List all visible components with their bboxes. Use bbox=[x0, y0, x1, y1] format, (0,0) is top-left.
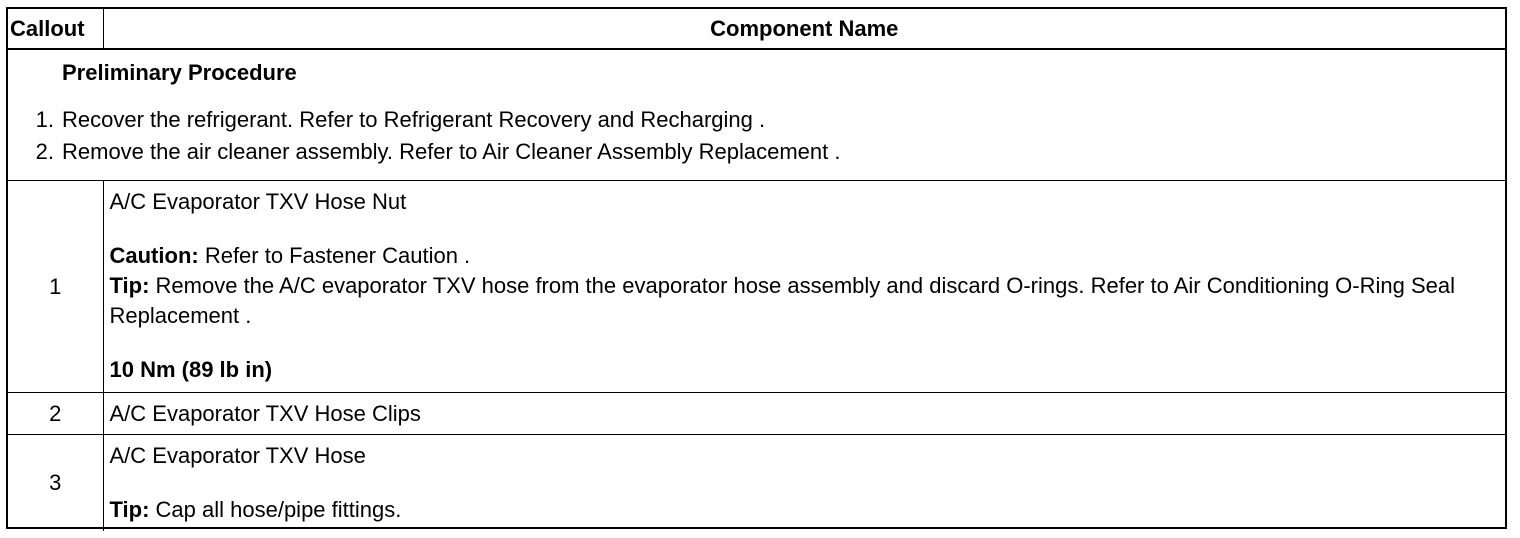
component-name: A/C Evaporator TXV Hose Clips bbox=[109, 401, 421, 426]
caution-text: Refer to Fastener Caution . bbox=[198, 243, 471, 268]
component-name: A/C Evaporator TXV Hose Nut bbox=[109, 189, 407, 214]
tip-text: Cap all hose/pipe fittings. bbox=[149, 497, 402, 522]
table-row bbox=[8, 181, 1505, 393]
tip-note bbox=[110, 271, 1500, 331]
callout-number: 1 bbox=[8, 181, 103, 393]
callout-header: Callout bbox=[8, 9, 103, 49]
step-number: 2. bbox=[35, 139, 54, 164]
step-text: Remove the air cleaner assembly. Refer to Air Cleaner Assembly Replacement . bbox=[62, 139, 841, 164]
tip-label: Tip: bbox=[109, 273, 150, 298]
step-text: Recover the refrigerant. Refer to Refrigerant Recovery and Recharging . bbox=[62, 107, 766, 132]
step-number: 1. bbox=[35, 107, 54, 132]
tip-label: Tip: bbox=[109, 497, 150, 522]
component-name-header: Component Name bbox=[103, 9, 1505, 49]
preliminary-step bbox=[8, 104, 1505, 136]
callout-number: 2 bbox=[8, 393, 103, 435]
procedure-table-frame bbox=[6, 7, 1507, 529]
component-name: A/C Evaporator TXV Hose bbox=[109, 443, 366, 468]
component-cell bbox=[103, 393, 1505, 435]
tip-note bbox=[110, 495, 1500, 525]
header-row bbox=[8, 9, 1505, 49]
procedure-table bbox=[8, 9, 1505, 531]
torque-spec: 10 Nm (89 lb in) bbox=[109, 357, 273, 382]
component-cell bbox=[103, 435, 1505, 531]
preliminary-title: Preliminary Procedure bbox=[62, 60, 297, 85]
tip-text: Remove the A/C evaporator TXV hose from the evaporator hose assembly and discard O-rings. Refer to Air Conditioning O-Ring Seal Replacement . bbox=[109, 273, 1455, 328]
table-row bbox=[8, 393, 1505, 435]
preliminary-step bbox=[8, 136, 1505, 168]
callout-number: 3 bbox=[8, 435, 103, 531]
component-cell bbox=[103, 181, 1505, 393]
preliminary-procedure bbox=[8, 49, 1505, 181]
table-row bbox=[8, 435, 1505, 531]
caution-label: Caution: bbox=[109, 243, 199, 268]
preliminary-row bbox=[8, 49, 1505, 181]
preliminary-steps bbox=[8, 104, 1505, 168]
caution-note bbox=[110, 241, 1500, 271]
